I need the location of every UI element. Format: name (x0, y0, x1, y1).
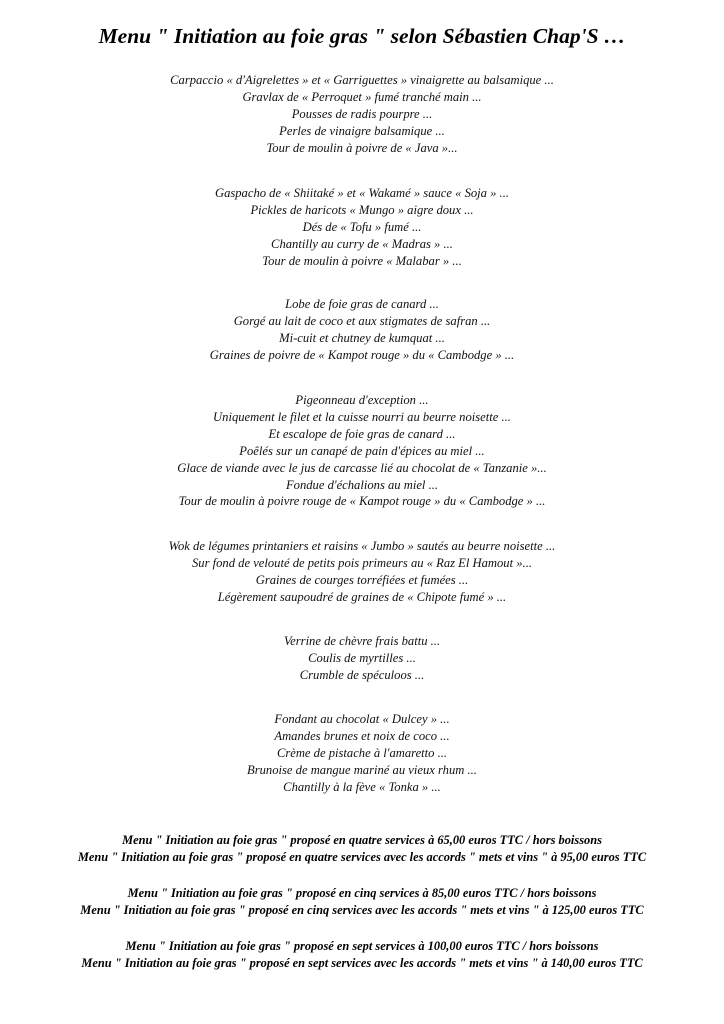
course-foie-gras (0, 296, 724, 364)
pricing-seven-services (0, 938, 724, 971)
course-line: Pickles de haricots « Mungo » aigre doux ... (250, 202, 474, 217)
price-line: Menu " Initiation au foie gras " proposé en sept services avec les accords " mets et vins " à 140,00 euros TTC (81, 955, 643, 970)
course-line: Coulis de myrtilles ... (308, 650, 416, 665)
course-line: Tour de moulin à poivre de « Java »... (266, 140, 458, 155)
course-line: Pigeonneau d'exception ... (295, 393, 429, 407)
course-line: Chantilly à la fève « Tonka » ... (283, 779, 441, 794)
course-line: Brunoise de mangue mariné au vieux rhum ... (247, 762, 477, 777)
course-line: Gaspacho de « Shiitaké » et « Wakamé » sauce « Soja » ... (214, 186, 510, 200)
course-line: Fondant au chocolat « Dulcey » ... (274, 712, 450, 726)
course-line: Amandes brunes et noix de coco ... (274, 728, 450, 743)
course-line: Gorgé au lait de coco et aux stigmates de safran ... (233, 313, 491, 328)
course-line: Et escalope de foie gras de canard ... (268, 426, 456, 441)
course-line: Mi-cuit et chutney de kumquat ... (279, 330, 445, 345)
course-line: Pousses de radis pourpre ... (291, 106, 433, 121)
price-line: Menu " Initiation au foie gras " proposé en cinq services à 85,00 euros TTC / hors boissons (127, 886, 597, 900)
pricing-five-services (0, 885, 724, 918)
course-line: Lobe de foie gras de canard ... (285, 297, 439, 311)
course-line: Tour de moulin à poivre rouge de « Kampot rouge » du « Cambodge » ... (178, 494, 546, 509)
price-line: Menu " Initiation au foie gras " proposé en cinq services avec les accords " mets et vins " à 125,00 euros TTC (80, 902, 644, 917)
course-line: Crumble de spéculoos ... (299, 667, 425, 682)
course-starter (0, 72, 724, 157)
pricing-four-services (0, 832, 724, 865)
course-verrine (0, 633, 724, 684)
course-dessert (0, 711, 724, 796)
course-line: Glace de viande avec le jus de carcasse lié au chocolat de « Tanzanie »... (177, 460, 547, 475)
course-gaspacho (0, 185, 724, 270)
course-line: Carpaccio « d'Aigrelettes » et « Garriguettes » vinaigrette au balsamique ... (170, 73, 554, 87)
course-wok (0, 538, 724, 606)
price-line: Menu " Initiation au foie gras " proposé en sept services à 100,00 euros TTC / hors boissons (125, 939, 599, 953)
course-line: Gravlax de « Perroquet » fumé tranché main ... (242, 89, 482, 104)
price-line: Menu " Initiation au foie gras " proposé en quatre services à 65,00 euros TTC / hors boissons (122, 833, 602, 847)
course-line: Sur fond de velouté de petits pois primeurs au « Raz El Hamout »... (191, 555, 532, 570)
course-line: Tour de moulin à poivre « Malabar » ... (262, 253, 462, 268)
course-line: Perles de vinaigre balsamique ... (279, 123, 445, 138)
course-line: Verrine de chèvre frais battu ... (283, 634, 441, 648)
course-line: Wok de légumes printaniers et raisins « Jumbo » sautés au beurre noisette ... (168, 539, 556, 553)
course-line: Uniquement le filet et la cuisse nourri au beurre noisette ... (213, 409, 511, 424)
course-line: Graines de courges torréfiées et fumées ... (255, 572, 469, 587)
course-line: Légèrement saupoudré de graines de « Chipote fumé » ... (217, 589, 507, 604)
course-pigeonneau (0, 392, 724, 510)
course-line: Fondue d'échalions au miel ... (285, 477, 439, 492)
course-line: Dés de « Tofu » fumé ... (302, 219, 422, 234)
price-line: Menu " Initiation au foie gras " proposé en quatre services avec les accords " mets et vins " à 95,00 euros TTC (77, 849, 647, 864)
course-line: Poêlés sur un canapé de pain d'épices au miel ... (239, 443, 485, 458)
course-line: Chantilly au curry de « Madras » ... (271, 236, 453, 251)
menu-title: Menu " Initiation au foie gras " selon Sébastien Chap'S … (98, 24, 626, 48)
course-line: Crème de pistache à l'amaretto ... (276, 745, 448, 760)
course-line: Graines de poivre de « Kampot rouge » du « Cambodge » ... (209, 347, 515, 362)
